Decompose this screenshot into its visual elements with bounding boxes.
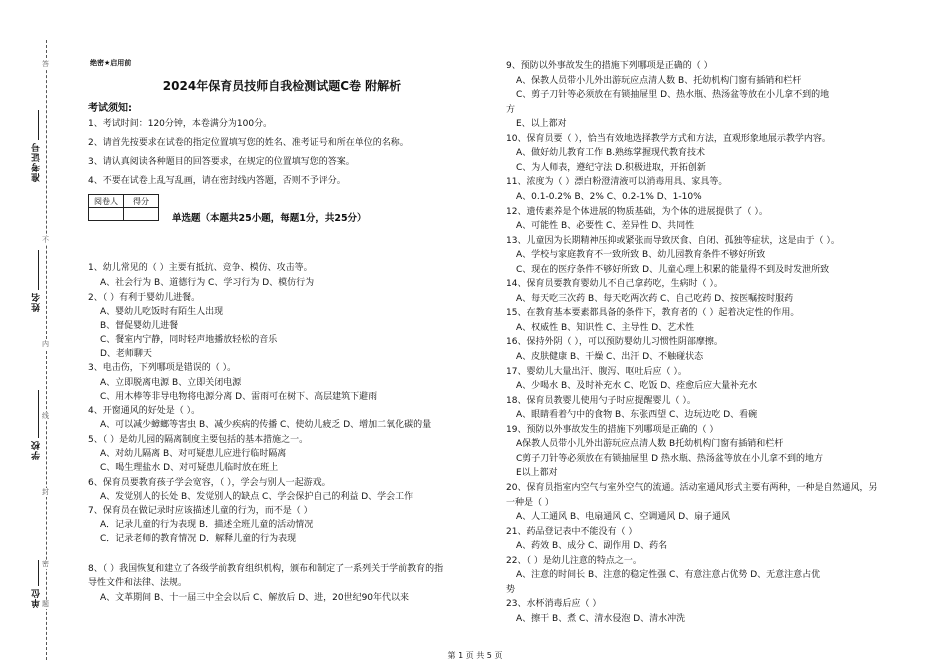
question-stem: 势: [506, 584, 516, 595]
unit-label: 单位: [32, 588, 42, 608]
question-option: A、少喝水 B、及时补充水 C、吃饭 D、痊愈后应大量补充水: [516, 381, 758, 392]
notice-item: 3、请认真阅读各种题目的回答要求，在规定的位置填写您的答案。: [88, 157, 355, 167]
question-stem: 13、儿童因为长期精神压抑或紧张而导致厌食、自闭、孤独等症状，这是由于（ ）。: [506, 235, 840, 246]
seal-mark: 答: [42, 60, 49, 68]
question-option: A．记录儿童的行为表现 B．描述全班儿童的活动情况: [100, 520, 314, 530]
page-footer: 第 1 页 共 5 页: [447, 651, 503, 660]
question-stem: 17、婴幼儿大量出汗、腹泻、呕吐后应（ ）。: [506, 366, 687, 377]
question-stem: 导性文件和法律、法规。: [88, 578, 188, 588]
seal-mark: 不: [42, 236, 49, 244]
question-stem: 15、在教育基本要素都具备的条件下，教育者的（ ）起着决定性的作用。: [506, 308, 800, 319]
question-stem: 9、预防以外事故发生的措施下列哪项是正确的（ ）: [506, 61, 713, 71]
unit-underline: [38, 560, 39, 586]
question-option: A、保教人员带小儿外出游玩应点清人数 B、托幼机构门窗有插销和栏杆: [516, 75, 802, 86]
question-option: A、社会行为 B、道德行为 C、学习行为 D、模仿行为: [100, 278, 315, 288]
question-option: D、老师聊天: [100, 349, 152, 359]
question-option: E、以上都对: [516, 119, 567, 130]
name-underline: [38, 250, 39, 290]
question-option: A、药效 B、成分 C、副作用 D、药名: [516, 541, 668, 552]
question-stem: 14、保育员要教育婴幼儿不自己拿药吃，生病时（ ）。: [506, 279, 723, 290]
question-option: A保教人员带小儿外出游玩应点清人数 B托幼机构门窗有插销和栏杆: [516, 439, 784, 450]
seal-mark: 密: [42, 560, 49, 568]
question-stem: 6、保育员要教育孩子学会宽容，（ ），学会与别人一起游戏。: [88, 478, 331, 488]
question-option: A、可以减少蟑螂等害虫 B、减少疾病的传播 C、使幼儿疲乏 D、增加二氧化碳的量: [100, 420, 432, 430]
question-option: B、督促婴幼儿进餐: [100, 321, 179, 331]
question-option: C、为人师表，遵纪守法 D.积极进取，开拓创新: [516, 162, 706, 173]
question-stem: 8、（ ）我国恢复和建立了各级学前教育组织机构，颁布和制定了一系列关于学前教育的指: [88, 564, 444, 574]
question-option: E以上都对: [516, 468, 558, 479]
question-stem: 2、（ ）有利于婴幼儿进餐。: [88, 293, 201, 303]
question-option: A、皮肤健康 B、干燥 C、出汗 D、不触碰状态: [516, 352, 704, 362]
page-title: 2024年保育员技师自我检测试题C卷 附解析: [162, 79, 402, 93]
question-option: A、学校与家庭教育不一致所致 B、幼儿园教育条件不够好所致: [516, 250, 766, 261]
question-option: A、文革期间 B、十一届三中全会以后 C、解放后 D、进，20世纪90年代以来: [100, 593, 410, 603]
question-stem: 18、保育员教婴儿使用勺子时应提醒婴儿（ ）。: [506, 395, 696, 406]
question-stem: 3、电击伤，下列哪项是错误的（ ）。: [88, 363, 237, 373]
question-stem: 10、保育员要（ ），恰当有效地选择教学方式和方法，直观形象地展示教学内容。: [506, 133, 831, 144]
question-option: A、每天吃三次药 B、每天吃两次药 C、自己吃药 D、按医嘱按时服药: [516, 293, 794, 304]
question-option: A、擦干 B、煮 C、清水侵泡 D、清水冲洗: [516, 613, 686, 624]
question-stem: 7、保育员在做记录时应该描述儿童的行为，而不是（ ）: [88, 506, 313, 516]
question-option: A、人工通风 B、电扇通风 C、空调通风 D、扇子通风: [516, 512, 731, 523]
score-cell-empty[interactable]: [89, 208, 124, 221]
question-stem: 23、水杯消毒后应（ ）: [506, 599, 602, 610]
notice-item: 2、请首先按要求在试卷的指定位置填写您的姓名、准考证号和所在单位的名称。: [88, 138, 409, 148]
id-underline: [38, 110, 39, 140]
question-stem: 11、浓度为（ ）漂白粉澄清液可以消毒用具、家具等。: [506, 177, 728, 188]
score-cell-grader: 阅卷人: [89, 195, 124, 208]
question-option: A、婴幼儿吃饭时有陌生人出现: [100, 307, 224, 317]
name-label: 姓名: [32, 292, 42, 312]
seal-mark: 封: [42, 488, 49, 496]
seal-mark: 线: [42, 412, 49, 420]
question-stem: 21、药品登记表中不能没有（ ）: [506, 526, 638, 537]
question-stem: 19、预防以外事故发生的措施下列哪项是正确的（ ）: [506, 424, 719, 435]
question-stem: 4、开窗通风的好处是（ ）。: [88, 406, 201, 416]
question-stem: 12、遗传素养是个体进展的物质基础，为个体的进展提供了（ ）。: [506, 206, 768, 217]
question-option: A、立即脱离电源 B、立即关闭电源: [100, 378, 242, 388]
question-option: A、对幼儿隔离 B、对可疑患儿应进行临时隔离: [100, 449, 287, 459]
question-option: C、现在的医疗条件不够好所致 D、儿童心理上积累的能量得不到及时发泄所致: [516, 264, 830, 275]
notice-item: 4、不要在试卷上乱写乱画，请在密封线内答题，否则不予评分。: [88, 176, 346, 186]
question-stem: 20、保育员指室内空气与室外空气的流通。活动室通风形式主要有两种，一种是自然通风，另: [506, 482, 878, 493]
question-option: C、用木棒等非导电物将电源分离 D、雷雨可在树下、高层建筑下避雨: [100, 392, 378, 402]
section-heading: 单选题（本题共25小题，每题1分，共25分）: [172, 213, 367, 224]
question-stem: 5、（ ）是幼儿园的隔离制度主要包括的基本措施之一。: [88, 435, 309, 445]
question-option: A、权威性 B、知识性 C、主导性 D、艺术性: [516, 322, 695, 333]
score-cell-score: 得分: [124, 195, 159, 208]
notice-heading: 考试须知:: [88, 103, 132, 114]
binding-margin: [0, 0, 60, 671]
question-option: A、眼睛看着勺中的食物 B、东张西望 C、边玩边吃 D、看碗: [516, 410, 758, 421]
score-cell-empty[interactable]: [124, 208, 159, 221]
question-option: A、做好幼儿教育工作 B.熟练掌握现代教育技术: [516, 148, 706, 159]
question-option: C剪子刀针等必须放在有锁抽屉里 D 热水瓶、热汤盆等放在小儿拿不到的地方: [516, 453, 823, 464]
seal-mark: 内: [42, 340, 49, 348]
notice-item: 1、考试时间：120分钟，本卷满分为100分。: [88, 119, 273, 129]
question-option: A、注意的时间长 B、注意的稳定性强 C、有意注意占优势 D、无意注意占优: [516, 570, 821, 581]
question-option: A、可能性 B、必要性 C、差异性 D、共同性: [516, 221, 695, 232]
question-option: A、0.1-0.2% B、2% C、0.2-1% D、1-10%: [516, 191, 702, 202]
question-option: C、餐室内宁静，同时轻声地播放轻松的音乐: [100, 335, 278, 345]
question-stem: 方: [506, 104, 516, 115]
question-option: A、发觉别人的长处 B、发觉别人的缺点 C、学会保护自己的利益 D、学会工作: [100, 492, 414, 502]
question-stem: 1、幼儿常见的（ ）主要有抵抗、竞争、模仿、攻击等。: [88, 263, 313, 273]
secret-stamp: 绝密★启用前: [90, 59, 132, 67]
question-option: C．记录老师的教育情况 D．解释儿童的行为表现: [100, 534, 297, 544]
id-label: 准考证号: [32, 142, 42, 182]
question-stem: 22、（ ）是幼儿注意的特点之一。: [506, 555, 642, 566]
question-option: C、喝生理盐水 D、对可疑患儿临时放在班上: [100, 463, 279, 473]
seal-mark: 题: [42, 600, 49, 608]
score-table: [88, 194, 159, 221]
question-stem: 一种是（ ）: [506, 497, 554, 508]
school-label: 学校: [32, 440, 42, 460]
question-option: C、剪子刀针等必须放在有锁抽屉里 D、热水瓶、热汤盆等放在小儿拿不到的地: [516, 90, 830, 101]
school-underline: [38, 390, 39, 438]
question-stem: 16、保持外阴（ ），可以预防婴幼儿习惯性阴部摩擦。: [506, 337, 723, 348]
